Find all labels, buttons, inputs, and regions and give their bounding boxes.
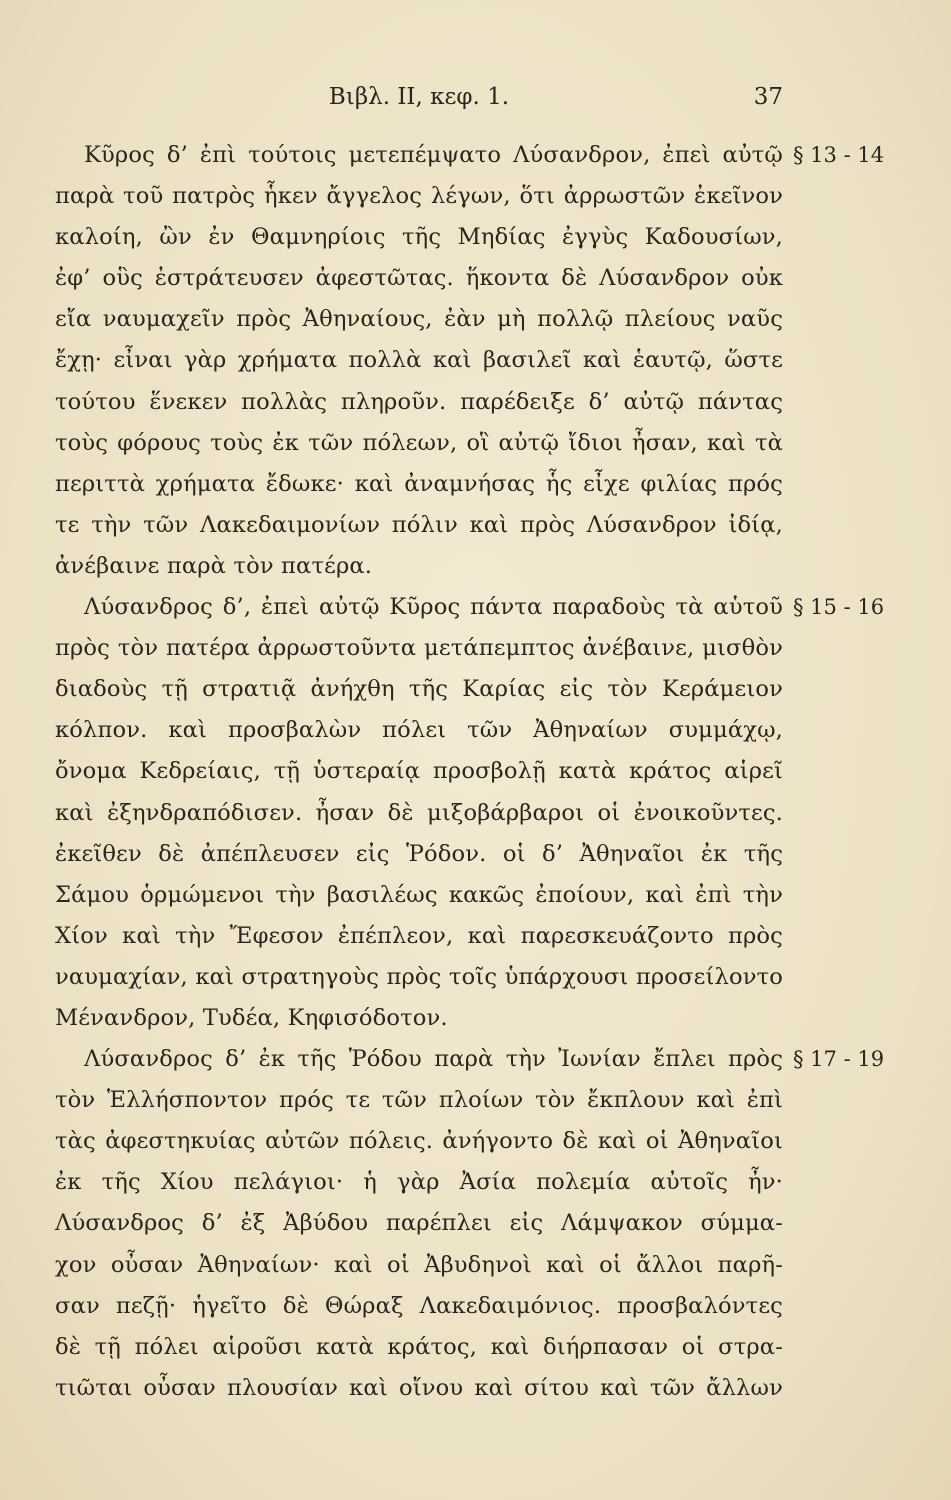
- text-line: Κῦρος δ’ ἐπὶ τούτοις μετεπέμψατο Λύσανδρον, ἐπεὶ αὐτῷ: [84, 142, 783, 168]
- section-marker: § 13 - 14: [793, 143, 885, 167]
- text-line: ἀνέβαινε παρὰ τὸν πατέρα.: [55, 552, 373, 579]
- text-line: ὄνομα Κεδρείαις, τῇ ὑστεραίᾳ προσβολῇ κατὰ κράτος αἱρεῖ: [55, 758, 783, 785]
- text-line: κόλπον. καὶ προσβαλὼν πόλει τῶν Ἀθηναίων συμμάχῳ,: [55, 717, 783, 744]
- text-line: παρὰ τοῦ πατρὸς ἧκεν ἄγγελος λέγων, ὅτι ἀρρωστῶν ἐκεῖνον: [55, 183, 783, 210]
- text-line: ἔχῃ· εἶναι γὰρ χρήματα πολλὰ καὶ βασιλεῖ καὶ ἑαυτῷ, ὥστε: [55, 347, 783, 374]
- text-line: διαδοὺς τῇ στρατιᾷ ἀνήχθη τῆς Καρίας εἰς τὸν Κεράμειον: [55, 676, 783, 703]
- text-line: ἐκεῖθεν δὲ ἀπέπλευσεν εἰς Ῥόδον. οἱ δ’ Ἀθηναῖοι ἐκ τῆς: [55, 840, 783, 867]
- text-line: τε τὴν τῶν Λακεδαιμονίων πόλιν καὶ πρὸς Λύσανδρον ἰδίᾳ,: [55, 511, 783, 538]
- text-line: ἐφ’ οὓς ἐστράτευσεν ἀφεστῶτας. ἥκοντα δὲ Λύσανδρον οὐκ: [55, 265, 783, 292]
- text-line: τὰς ἀφεστηκυίας αὐτῶν πόλεις. ἀνήγοντο δὲ καὶ οἱ Ἀθηναῖοι: [55, 1128, 783, 1155]
- text-line: Λύσανδρος δ’ ἐξ Ἀβύδου παρέπλει εἰς Λάμψακον σύμμα-: [55, 1210, 783, 1237]
- text-line: πρὸς τὸν πατέρα ἀρρωστοῦντα μετάπεμπτος ἀνέβαινε, μισθὸν: [55, 635, 783, 662]
- running-head: Βιβλ. ΙΙ, κεφ. 1.: [328, 84, 510, 110]
- text-line: σαν πεζῇ· ἡγεῖτο δὲ Θώραξ Λακεδαιμόνιος. προσβαλόντες: [55, 1292, 783, 1319]
- text-line: τοὺς φόρους τοὺς ἐκ τῶν πόλεων, οἳ αὐτῷ ἴδιοι ἦσαν, καὶ τὰ: [55, 429, 783, 456]
- text-line: καὶ ἐξηνδραπόδισεν. ἦσαν δὲ μιξοβάρβαροι οἱ ἐνοικοῦντες.: [55, 799, 783, 826]
- text-line: Μένανδρον, Τυδέα, Κηφισόδοτον.: [55, 1004, 448, 1031]
- paragraph-1: [55, 135, 783, 587]
- paragraph-2: [55, 587, 783, 1039]
- text-line: τὸν Ἑλλήσποντον πρός τε τῶν πλοίων τὸν ἔκπλουν καὶ ἐπὶ: [55, 1087, 783, 1114]
- text-line: καλοίη, ὢν ἐν Θαμνηρίοις τῆς Μηδίας ἐγγὺς Καδουσίων,: [55, 224, 783, 251]
- page-header: [55, 84, 783, 124]
- text-line: Χίον καὶ τὴν Ἔφεσον ἐπέπλεον, καὶ παρεσκευάζοντο πρὸς: [55, 922, 783, 949]
- text-line: Σάμου ὁρμώμενοι τὴν βασιλέως κακῶς ἐποίουν, καὶ ἐπὶ τὴν: [55, 881, 783, 908]
- text-line: ναυμαχίαν, καὶ στρατηγοὺς πρὸς τοῖς ὑπάρχουσι προσείλοντο: [55, 963, 783, 990]
- text-line: Λύσανδρος δ’ ἐκ τῆς Ῥόδου παρὰ τὴν Ἰωνίαν ἔπλει πρὸς: [84, 1046, 783, 1073]
- text-line: δὲ τῇ πόλει αἱροῦσι κατὰ κράτος, καὶ διήρπασαν οἱ στρα-: [55, 1333, 783, 1360]
- text-line: χον οὖσαν Ἀθηναίων· καὶ οἱ Ἀβυδηνοὶ καὶ οἱ ἄλλοι παρῆ-: [55, 1251, 783, 1278]
- text-line: περιττὰ χρήματα ἔδωκε· καὶ ἀναμνήσας ἧς εἶχε φιλίας πρός: [55, 470, 783, 497]
- text-line: εἴα ναυμαχεῖν πρὸς Ἀθηναίους, ἐὰν μὴ πολλῷ πλείους ναῦς: [55, 306, 783, 333]
- page-number: 37: [753, 84, 783, 110]
- text-line: ἐκ τῆς Χίου πελάγιοι· ἡ γὰρ Ἀσία πολεμία αὐτοῖς ἦν·: [55, 1169, 783, 1196]
- text-line: τούτου ἕνεκεν πολλὰς πληροῦν. παρέδειξε δ’ αὐτῷ πάντας: [55, 388, 783, 415]
- text-line: Λύσανδρος δ’, ἐπεὶ αὐτῷ Κῦρος πάντα παραδοὺς τὰ αὑτοῦ: [84, 594, 783, 621]
- section-marker: § 15 - 16: [793, 595, 885, 619]
- text-line: τιῶται οὖσαν πλουσίαν καὶ οἴνου καὶ σίτου καὶ τῶν ἄλλων: [55, 1374, 783, 1401]
- section-marker: § 17 - 19: [793, 1047, 885, 1071]
- body-text: [55, 135, 783, 1409]
- paragraph-3: [55, 1039, 783, 1409]
